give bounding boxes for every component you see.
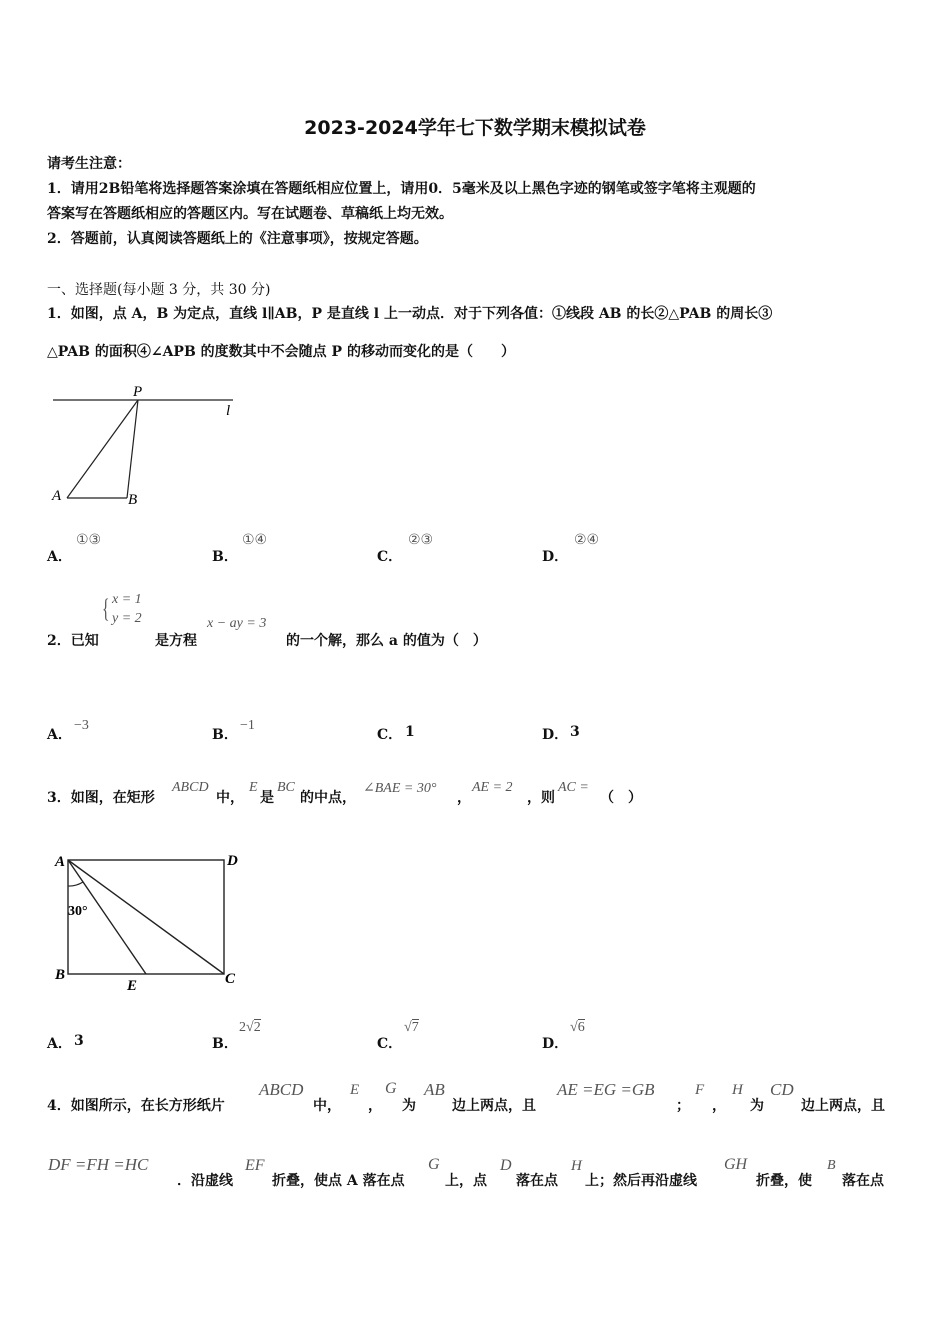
label-b: B <box>55 967 66 983</box>
q4-text-9: 边上两点，且 <box>801 1098 885 1114</box>
q3-option-c-radicand: 7 <box>411 1020 419 1035</box>
q3-option-c-label: C． <box>377 1036 403 1052</box>
q1-option-d-label: D． <box>542 549 569 565</box>
q2-equation: x − ay = 3 <box>207 616 267 631</box>
segment-ac <box>68 860 224 974</box>
q2-system-eq-1: x = 1 <box>112 592 142 607</box>
q2-mid-text: 是方程 <box>155 633 197 649</box>
q3-option-d-label: D． <box>542 1036 569 1052</box>
label-a: A <box>55 854 66 870</box>
label-a: A <box>52 488 62 504</box>
q3-figure <box>45 845 255 995</box>
notice-heading: 请考生注意： <box>47 156 131 172</box>
q3-text-2: 中， <box>216 790 244 806</box>
section-heading: 一、选择题(每小题 3 分，共 30 分) <box>47 282 271 298</box>
q4-text-2: 中， <box>313 1098 341 1114</box>
q4-math-h2: H <box>571 1158 582 1174</box>
notice-line-1a: 1．请用2B铅笔将选择题答案涂填在答题纸相应位置上，请用0．5毫米及以上黑色字迹的钢笔或签字笔将主观题的 <box>47 181 756 197</box>
q2-option-c-label: C． <box>377 727 403 743</box>
label-d: D <box>227 853 238 869</box>
segment-ap <box>67 400 138 498</box>
q4-text-8: 为 <box>750 1098 764 1114</box>
q2-option-a-label: A． <box>47 727 72 743</box>
q3-text-7: （ ） <box>600 790 642 806</box>
label-c: C <box>225 971 236 987</box>
q3-text-4: 的中点， <box>300 790 356 806</box>
q3-text-1: 3．如图，在矩形 <box>47 790 155 806</box>
label-l: l <box>226 403 231 419</box>
q1-figure <box>45 380 245 510</box>
q1-option-b-value: ①④ <box>242 532 268 548</box>
q3-option-b-label: B． <box>212 1036 238 1052</box>
q2-suffix: 的一个解，那么 a 的值为（ ） <box>286 633 487 649</box>
q4-math-gh: GH <box>724 1156 748 1173</box>
q4-math-b: B <box>827 1158 836 1173</box>
q1-option-d-value: ②④ <box>574 532 600 548</box>
angle-arc <box>68 882 83 886</box>
q4-text-13: 落在点 <box>516 1173 558 1189</box>
q3-option-a-label: A． <box>47 1036 72 1052</box>
q4-math-abcd: ABCD <box>259 1080 304 1099</box>
label-b: B <box>128 492 138 508</box>
q2-option-b-label: B． <box>212 727 238 743</box>
q4-text-4: 为 <box>402 1098 416 1114</box>
q3-option-c-value <box>404 1020 419 1036</box>
q4-math-ae-eg-gb: AE =EG =GB <box>557 1080 655 1099</box>
q4-math-ab: AB <box>424 1080 445 1099</box>
q4-math-g2: G <box>428 1156 440 1173</box>
q4-text-1: 4．如图所示，在长方形纸片 <box>47 1098 225 1114</box>
q4-text-12: 上，点 <box>445 1173 487 1189</box>
radical-icon: √ <box>246 1020 254 1035</box>
radical-icon: √ <box>404 1020 412 1035</box>
page-title: 2023-2024学年七下数学期末模拟试卷 <box>304 117 646 139</box>
q3-option-d-radicand: 6 <box>577 1020 585 1035</box>
q4-math-f: F <box>695 1082 705 1098</box>
q3-math-rect: ABCD <box>172 780 209 795</box>
q3-math-angle: ∠BAE = 30° <box>363 781 437 796</box>
q4-math-d: D <box>500 1157 512 1174</box>
q4-math-e: E <box>350 1082 360 1098</box>
q4-text-14: 上；然后再沿虚线 <box>585 1173 697 1189</box>
q3-option-b-value <box>239 1020 261 1036</box>
q2-option-d-label: D． <box>542 727 569 743</box>
q4-math-cd: CD <box>770 1080 794 1099</box>
notice-line-1b: 答案写在答题纸相应的答题区内。写在试题卷、草稿纸上均无效。 <box>47 206 453 222</box>
q4-text-11: 折叠，使点 A 落在点 <box>272 1173 405 1189</box>
q1-option-a-label: A． <box>47 549 72 565</box>
q4-text-10: ．沿虚线 <box>177 1173 233 1189</box>
q3-text-6: ，则 <box>527 790 555 806</box>
radical-icon: √ <box>570 1020 578 1035</box>
segment-bp <box>127 400 138 498</box>
q4-math-h: H <box>732 1082 743 1098</box>
q2-option-d-value: 3 <box>570 724 580 740</box>
q2-option-b-value: −1 <box>240 718 255 733</box>
q3-text-5: ， <box>457 790 471 806</box>
q3-math-ae: AE = 2 <box>472 780 513 795</box>
q2-option-c-value: 1 <box>405 724 415 740</box>
q3-math-bc: BC <box>277 780 295 795</box>
notice-line-2: 2．答题前，认真阅读答题纸上的《注意事项》，按规定答题。 <box>47 231 428 247</box>
q1-option-a-value: ①③ <box>76 532 102 548</box>
q4-text-6: ； <box>676 1098 690 1114</box>
q2-system-eq-2: y = 2 <box>112 611 142 626</box>
q3-option-b-coef: 2 <box>239 1020 246 1035</box>
q1-option-b-label: B． <box>212 549 238 565</box>
q3-option-b-radicand: 2 <box>253 1020 261 1035</box>
q2-system-brace: { <box>102 594 110 623</box>
q3-math-ac: AC = <box>558 780 589 795</box>
q4-text-7: ， <box>712 1098 726 1114</box>
label-p: P <box>133 384 143 400</box>
q2-option-a-value: −3 <box>74 718 89 733</box>
q4-text-15: 折叠，使 <box>756 1173 812 1189</box>
q4-text-5: 边上两点，且 <box>452 1098 536 1114</box>
q4-text-3: ， <box>368 1098 382 1114</box>
q1-option-c-value: ②③ <box>408 532 434 548</box>
q3-math-e: E <box>249 780 258 795</box>
q3-option-d-value <box>570 1020 585 1036</box>
q4-math-ef: EF <box>245 1157 265 1174</box>
q3-text-3: 是 <box>260 790 274 806</box>
q4-math-df-fh-hc: DF =FH =HC <box>48 1155 149 1174</box>
q2-prefix: 2．已知 <box>47 633 99 649</box>
label-e: E <box>127 978 138 994</box>
q3-option-a-value: 3 <box>74 1033 84 1049</box>
q4-text-16: 落在点 <box>842 1173 884 1189</box>
label-angle-30: 30° <box>68 904 88 919</box>
q4-math-g: G <box>385 1080 397 1097</box>
q1-stem-line-2: △PAB 的面积④∠APB 的度数其中不会随点 P 的移动而变化的是（ ） <box>47 344 515 360</box>
q1-stem-line-1: 1．如图，点 A，B 为定点，直线 l∥AB，P 是直线 l 上一动点．对于下列各值：①线段 AB 的长②△PAB 的周长③ <box>47 306 773 322</box>
q1-option-c-label: C． <box>377 549 403 565</box>
